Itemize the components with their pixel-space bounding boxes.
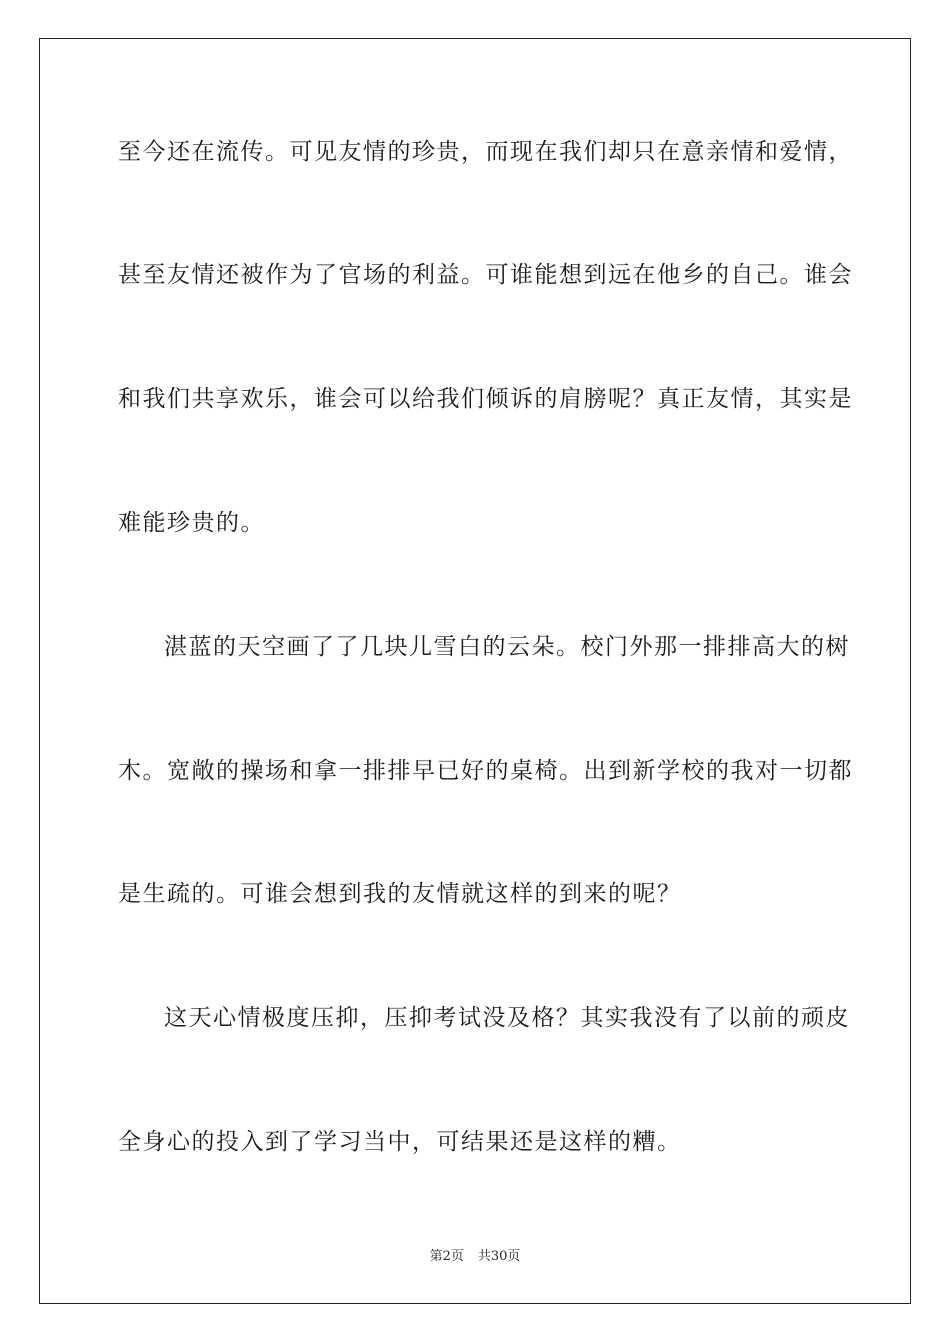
paragraph-line-4: 难能珍贵的。 xyxy=(118,510,265,536)
page-number: 第2页 xyxy=(429,1249,464,1264)
page-total: 共30页 xyxy=(477,1249,521,1264)
paragraph-line-6: 木。宽敞的操场和拿一排排早已好的桌椅。出到新学校的我对一切都 xyxy=(118,758,853,784)
page-footer xyxy=(0,1248,950,1266)
paragraph-line-9: 全身心的投入到了学习当中，可结果还是这样的糟。 xyxy=(118,1129,682,1155)
paragraph-line-8: 这天心情极度压抑，压抑考试没及格？其实我没有了以前的顽皮 xyxy=(164,1005,850,1031)
paragraph-line-5: 湛蓝的天空画了了几块儿雪白的云朵。校门外那一排排高大的树 xyxy=(164,634,850,660)
paragraph-line-3: 和我们共享欢乐，谁会可以给我们倾诉的肩膀呢？真正友情，其实是 xyxy=(118,386,853,412)
paragraph-line-1: 至今还在流传。可见友情的珍贵，而现在我们却只在意亲情和爱情， xyxy=(118,139,853,165)
paragraph-line-7: 是生疏的。可谁会想到我的友情就这样的到来的呢？ xyxy=(118,881,682,907)
paragraph-line-2: 甚至友情还被作为了官场的利益。可谁能想到远在他乡的自己。谁会 xyxy=(118,262,853,288)
page-border xyxy=(39,38,911,1304)
